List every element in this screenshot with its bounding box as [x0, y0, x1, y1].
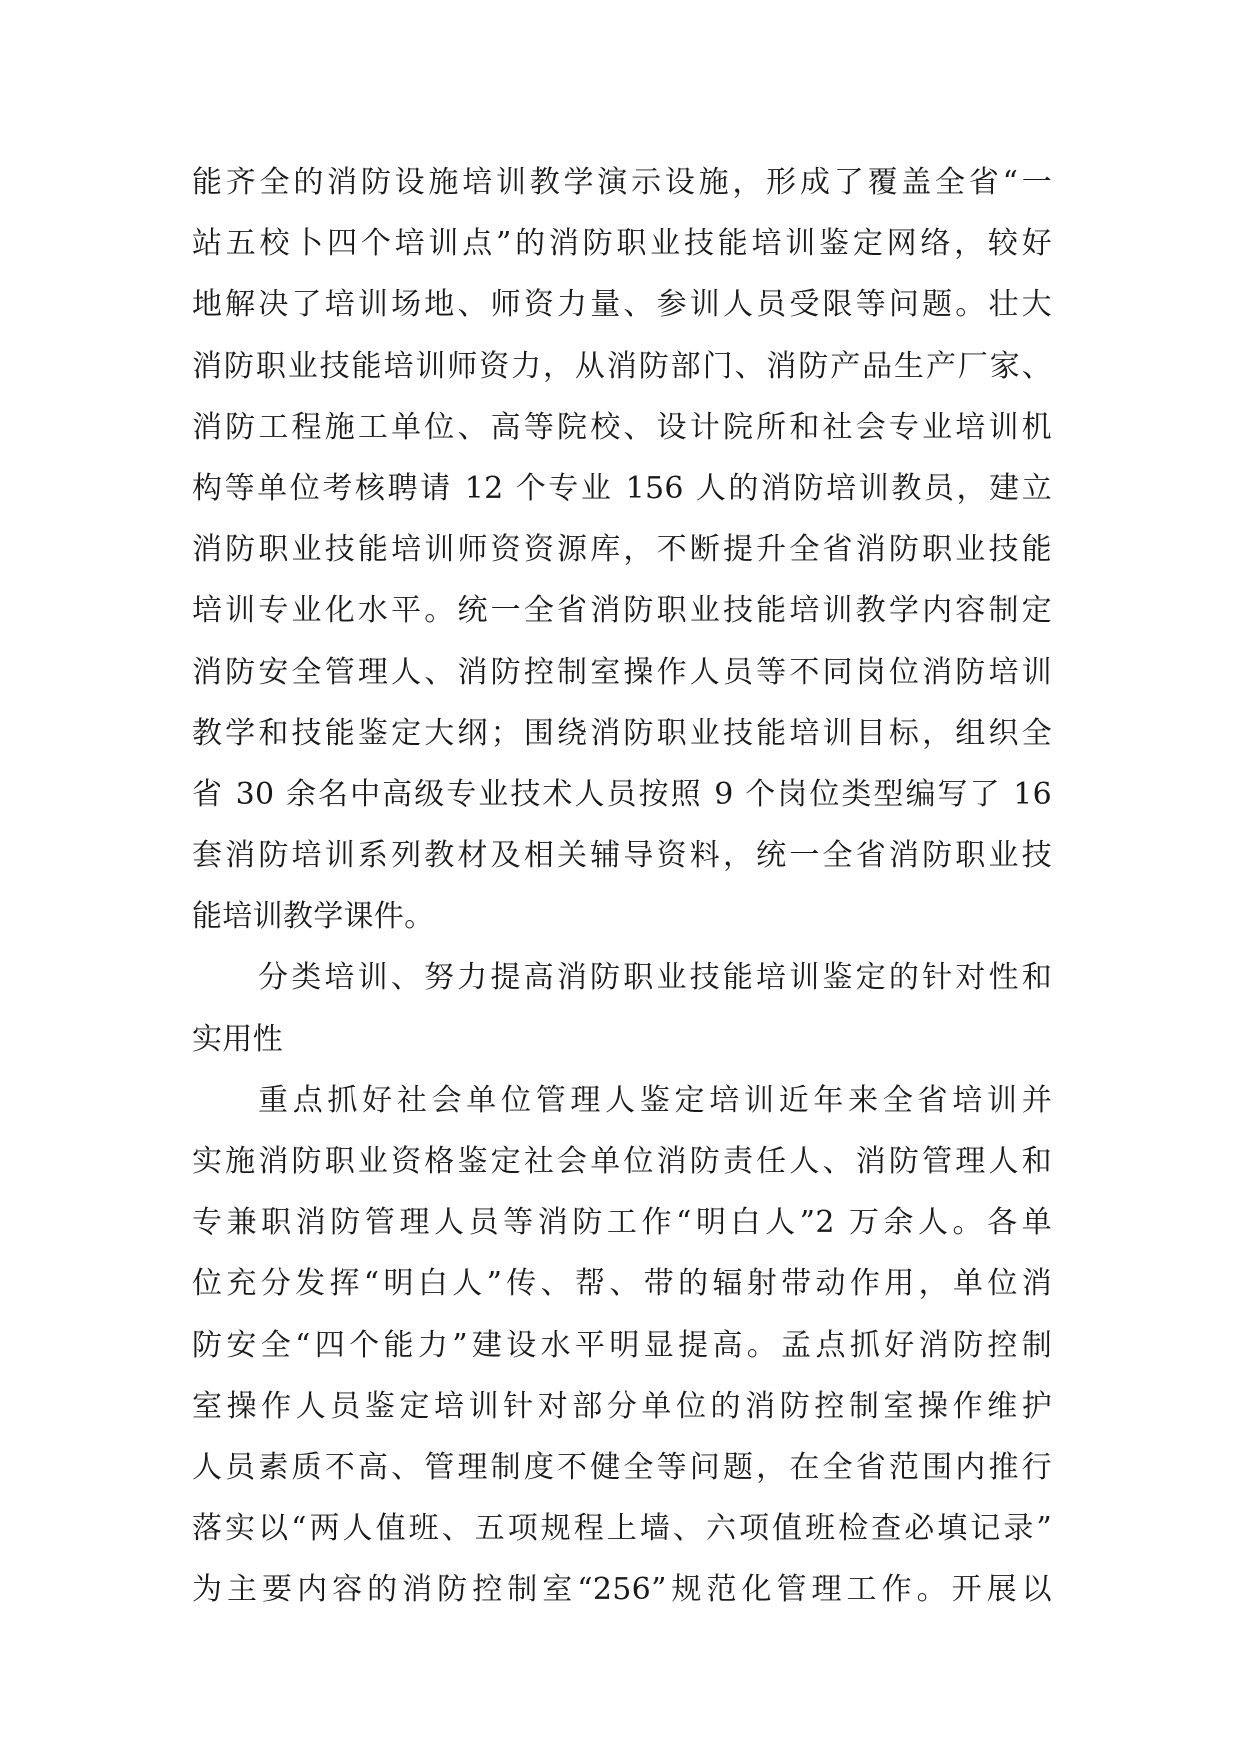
paragraph-line: 能培训教学课件。 — [192, 899, 435, 935]
paragraph-line: 教学和技能鉴定大纲；围绕消防职业技能培训目标，组织全 — [192, 715, 1052, 751]
paragraph-line: 构等单位考核聘请 12 个专业 156 人的消防培训教员，建立 — [192, 470, 1052, 506]
paragraph-line: 站五校卜四个培训点”的消防职业技能培训鉴定网络，较好 — [192, 226, 1052, 262]
paragraph-line: 消防工程施工单位、高等院校、设计院所和社会专业培训机 — [192, 409, 1052, 445]
paragraph-line: 人员素质不高、管理制度不健全等问题，在全省范围内推行 — [192, 1449, 1052, 1485]
paragraph-line: 落实以“两人值班、五项规程上墙、六项值班检查必填记录” — [192, 1511, 1052, 1547]
paragraph-line: 位充分发挥“明白人”传、帮、带的辐射带动作用，单位消 — [192, 1266, 1052, 1302]
paragraph-line: 防安全“四个能力”建设水平明显提高。孟点抓好消防控制 — [192, 1327, 1052, 1363]
paragraph-line: 室操作人员鉴定培训针对部分单位的消防控制室操作维护 — [192, 1388, 1052, 1424]
paragraph-line: 消防职业技能培训师资资源库，不断提升全省消防职业技能 — [192, 532, 1052, 568]
document-body — [192, 152, 1052, 1621]
paragraph-line: 省 30 余名中高级专业技术人员按照 9 个岗位类型编写了 16 — [192, 776, 1052, 812]
section-heading-line: 分类培训、努力提高消防职业技能培训鉴定的针对性和 — [258, 960, 1052, 996]
paragraph-line: 套消防培训系列教材及相关辅导资料，统一全省消防职业技 — [192, 838, 1052, 874]
paragraph-line: 为主要内容的消防控制室“256”规范化管理工作。开展以 — [192, 1572, 1052, 1608]
paragraph-line: 培训专业化水平。统一全省消防职业技能培训教学内容制定 — [192, 593, 1052, 629]
paragraph-line: 地解决了培训场地、师资力量、参训人员受限等问题。壮大 — [192, 287, 1052, 323]
paragraph-line: 重点抓好社会单位管理人鉴定培训近年来全省培训并 — [258, 1082, 1052, 1118]
paragraph-line: 消防职业技能培训师资力，从消防部门、消防产品生产厂家、 — [192, 348, 1052, 384]
paragraph-line: 能齐全的消防设施培训教学演示设施，形成了覆盖全省“一 — [192, 165, 1052, 200]
paragraph-line: 专兼职消防管理人员等消防工作“明白人”2 万余人。各单 — [192, 1205, 1052, 1241]
section-heading-line: 实用性 — [192, 1021, 283, 1057]
paragraph-line: 实施消防职业资格鉴定社会单位消防责任人、消防管理人和 — [192, 1144, 1052, 1179]
paragraph-line: 消防安全管理人、消防控制室操作人员等不同岗位消防培训 — [192, 654, 1052, 690]
